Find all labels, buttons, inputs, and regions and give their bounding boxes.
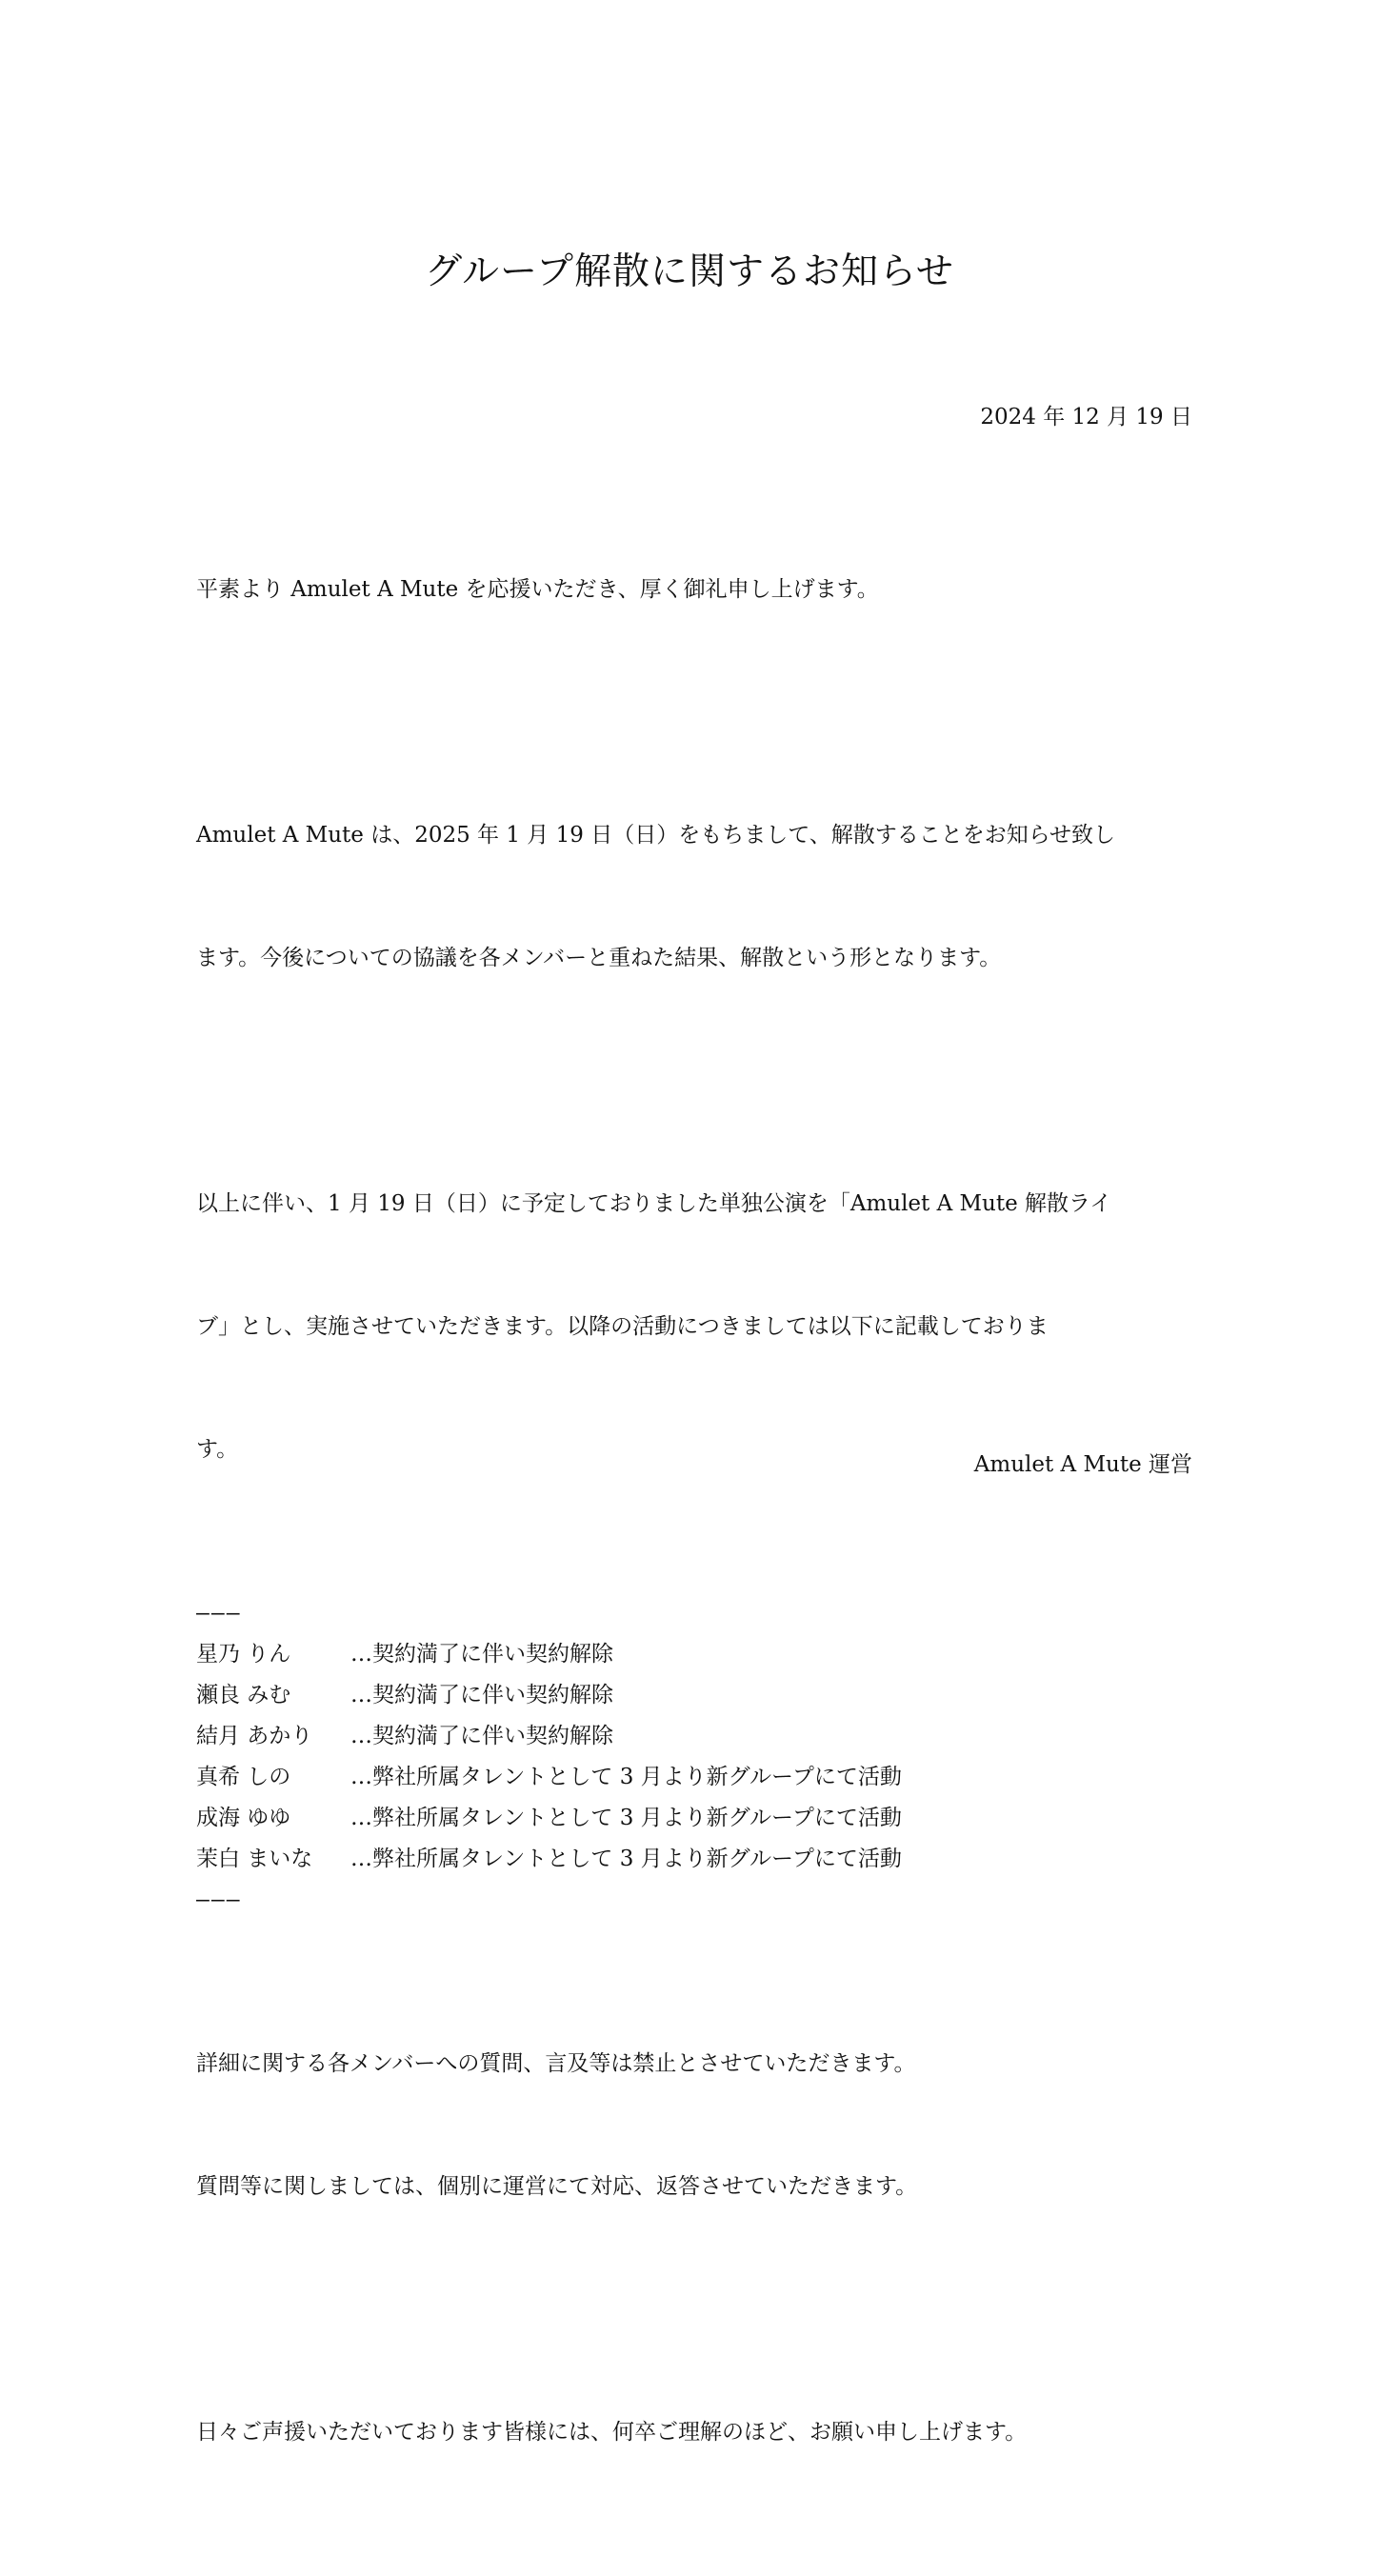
member-status: …弊社所属タレントとして 3 月より新グループにて活動 bbox=[350, 1847, 902, 1871]
document-date: 2024 年 12 月 19 日 bbox=[980, 405, 1192, 429]
live-event-paragraph bbox=[196, 1102, 1192, 1552]
member-status: …契約満了に伴い契約解除 bbox=[350, 1724, 613, 1748]
announcement-paragraph bbox=[196, 733, 1192, 1061]
member-name: 成海 ゆゆ bbox=[196, 1806, 291, 1830]
inquiry-paragraph bbox=[196, 1962, 1192, 2289]
live-event-line-1: 以上に伴い、1 月 19 日（日）に予定しておりました単独公演を「Amulet A Mute 解散ライ bbox=[196, 1191, 1112, 1216]
member-list bbox=[196, 1593, 1192, 1921]
live-event-line-2: ブ」とし、実施させていただきます。以降の活動につきましては以下に記載しておりま bbox=[196, 1314, 1049, 1339]
member-status: …契約満了に伴い契約解除 bbox=[350, 1683, 613, 1707]
closing-paragraph bbox=[196, 2330, 1192, 2535]
member-row bbox=[196, 1757, 1192, 1798]
live-event-line-3: す。 bbox=[196, 1437, 239, 1462]
divider-top: ——— bbox=[196, 1601, 242, 1626]
inquiry-line-1: 詳細に関する各メンバーへの質問、言及等は禁止とさせていただきます。 bbox=[196, 2051, 916, 2076]
divider-bottom: ——— bbox=[196, 1887, 242, 1912]
document-body bbox=[196, 488, 1192, 2576]
member-name: 星乃 りん bbox=[196, 1642, 291, 1667]
greeting-paragraph bbox=[196, 488, 1192, 692]
member-row bbox=[196, 1634, 1192, 1675]
member-name: 茉白 まいな bbox=[196, 1847, 313, 1871]
document-title: グループ解散に関するお知らせ bbox=[425, 250, 954, 293]
inquiry-line-2: 質問等に関しましては、個別に運営にて対応、返答させていただきます。 bbox=[196, 2174, 918, 2199]
member-status: …弊社所属タレントとして 3 月より新グループにて活動 bbox=[350, 1765, 902, 1789]
member-status: …契約満了に伴い契約解除 bbox=[350, 1642, 613, 1667]
member-row bbox=[196, 1798, 1192, 1839]
closing-line: 日々ご声援いただいております皆様には、何卒ご理解のほど、お願い申し上げます。 bbox=[196, 2420, 1028, 2445]
member-row bbox=[196, 1716, 1192, 1757]
member-row bbox=[196, 1839, 1192, 1880]
document-signature: Amulet A Mute 運営 bbox=[973, 1452, 1192, 1477]
member-name: 瀬良 みむ bbox=[196, 1683, 291, 1707]
member-status: …弊社所属タレントとして 3 月より新グループにて活動 bbox=[350, 1806, 902, 1830]
greeting-line: 平素より Amulet A Mute を応援いただき、厚く御礼申し上げます。 bbox=[196, 577, 879, 602]
member-row bbox=[196, 1675, 1192, 1716]
member-name: 結月 あかり bbox=[196, 1724, 313, 1748]
announcement-line-2: ます。今後についての協議を各メンバーと重ねた結果、解散という形となります。 bbox=[196, 946, 1002, 970]
announcement-line-1: Amulet A Mute は、2025 年 1 月 19 日（日）をもちまして、解散することをお知らせ致し bbox=[196, 823, 1116, 848]
member-name: 真希 しの bbox=[196, 1765, 291, 1789]
